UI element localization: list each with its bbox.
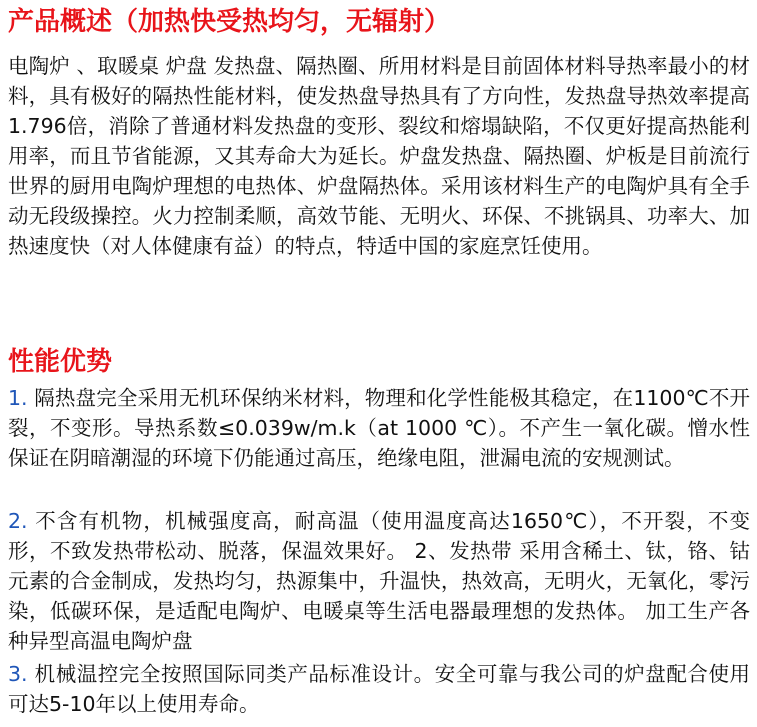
advantage-item-3 [8, 659, 750, 719]
advantage-item-2-number: 2. [8, 509, 28, 533]
advantage-item-2 [8, 506, 750, 656]
advantage-item-1-text: 隔热盘完全采用无机环保纳米材料，物理和化学性能极其稳定，在1100℃不开裂，不变形。导热系数≤0.039w/m.k（at 1000 ℃）。不产生一氧化碳。憎水性保证在阴暗潮湿的环境下仍能通过高压，绝缘电阻，泄漏电流的安规测试。 [8, 386, 750, 470]
overview-paragraph: 电陶炉 、取暖桌 炉盘 发热盘、隔热圈、所用材料是目前固体材料导热率最小的材料，具有极好的隔热性能材料，使发热盘导热具有了方向性，发热盘导热效率提高1.796倍，消除了普通材料发热盘的变形、裂纹和熔塌缺陷，不仅更好提高热能利用率，而且节省能源，又其寿命大为延长。炉盘发热盘、隔热圈、炉板是目前流行世界的厨用电陶炉理想的电热体、炉盘隔热体。采用该材料生产的电陶炉具有全手动无段级操控。火力控制柔顺，高效节能、无明火、环保、不挑锅具、功率大、加热速度快（对人体健康有益）的特点，特适中国的家庭烹饪使用。 [8, 54, 750, 258]
advantage-item-3-number: 3. [8, 662, 28, 686]
advantage-item-2-text: 不含有机物，机械强度高，耐高温（使用温度高达1650℃），不开裂，不变形，不致发热带松动、脱落，保温效果好。 2、发热带 采用含稀土、钛，铬、钴元素的合金制成，发热均匀，热源集中，升温快，热效高，无明火，无氧化，零污染，低碳环保，是适配电陶炉、电暖桌等生活电器最理想的发热体。 加工生产各种异型高温电陶炉盘 [8, 509, 750, 653]
advantage-item-1-number: 1. [8, 386, 28, 410]
advantage-item-1 [8, 383, 750, 473]
overview-heading: 产品概述（加热快受热均匀，无辐射） [8, 7, 451, 37]
advantage-item-3-text: 机械温控完全按照国际同类产品标准设计。安全可靠与我公司的炉盘配合使用可达5-10年以上使用寿命。 [8, 662, 750, 716]
advantages-heading: 性能优势 [8, 347, 113, 377]
